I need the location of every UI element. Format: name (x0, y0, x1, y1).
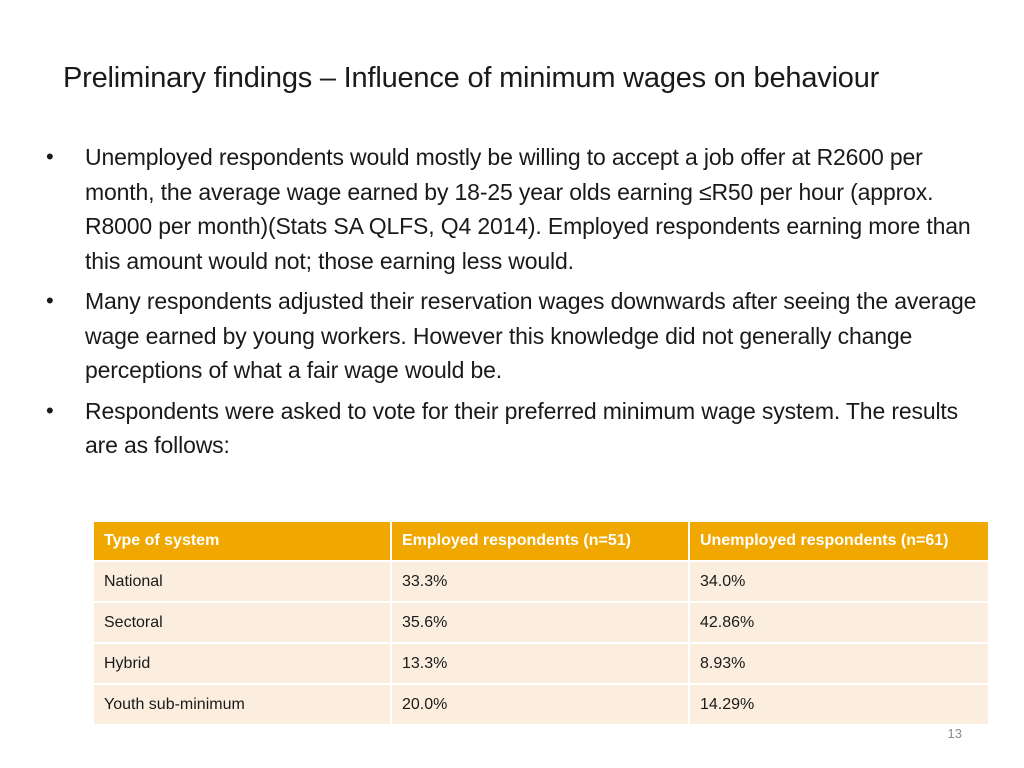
cell-system: Hybrid (94, 644, 390, 683)
cell-employed: 20.0% (392, 685, 688, 724)
header-employed: Employed respondents (n=51) (392, 522, 688, 560)
header-unemployed: Unemployed respondents (n=61) (690, 522, 988, 560)
table-row (94, 562, 988, 601)
cell-employed: 33.3% (392, 562, 688, 601)
bullet-dot-icon: • (46, 288, 54, 313)
table-row (94, 603, 988, 642)
bullet-item (44, 394, 984, 463)
slide-title: Preliminary findings – Influence of minimum wages on behaviour (63, 62, 880, 94)
cell-system: National (94, 562, 390, 601)
cell-unemployed: 34.0% (690, 562, 988, 601)
header-type-of-system: Type of system (94, 522, 390, 560)
cell-employed: 35.6% (392, 603, 688, 642)
bullet-item (44, 140, 984, 278)
cell-employed: 13.3% (392, 644, 688, 683)
cell-system: Youth sub-minimum (94, 685, 390, 724)
bullet-text: Respondents were asked to vote for their preferred minimum wage system. The results are as follows: (85, 397, 959, 458)
bullet-item (44, 284, 984, 388)
cell-unemployed: 14.29% (690, 685, 988, 724)
bullet-dot-icon: • (46, 397, 54, 423)
table-header-row (94, 522, 988, 560)
cell-system: Sectoral (94, 603, 390, 642)
cell-unemployed: 8.93% (690, 644, 988, 683)
table-row (94, 685, 988, 724)
cell-unemployed: 42.86% (690, 603, 988, 642)
bullet-dot-icon: • (46, 144, 54, 169)
bullet-text: Unemployed respondents would mostly be willing to accept a job offer at R2600 per month, the average wage earned by 18-25 year olds earning ≤R50 per hour (approx. R8000 per month)(Stats SA QLFS, Q4 2014). Employed respondents earning more than this amount would not; those earning less would. (85, 144, 971, 274)
bullet-text: Many respondents adjusted their reservation wages downwards after seeing the average wage earned by young workers. However this knowledge did not generally change perceptions of what a fair wage would be. (85, 288, 977, 383)
page-number: 13 (947, 726, 962, 741)
bullet-list (44, 140, 984, 469)
results-table (92, 520, 990, 726)
table-row (94, 644, 988, 683)
